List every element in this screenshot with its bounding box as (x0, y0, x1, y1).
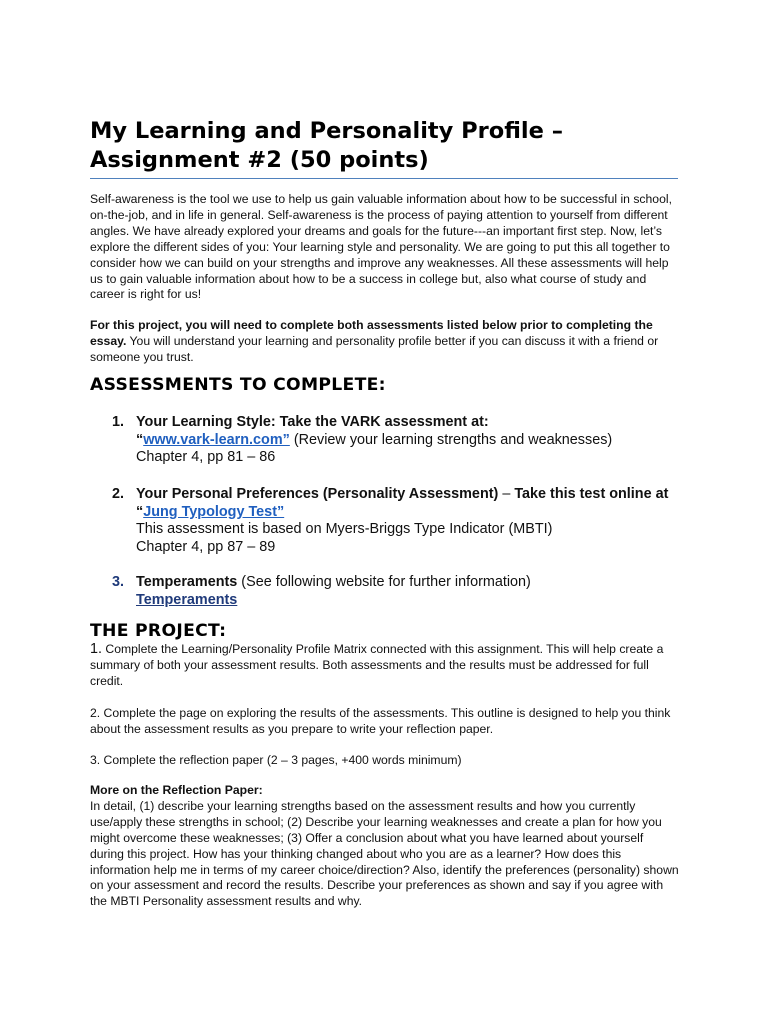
project-item-number: 3. (90, 753, 101, 767)
assessment-chapter: Chapter 4, pp 81 – 86 (136, 449, 276, 466)
reflection-section (90, 783, 680, 910)
title-dash: – (498, 486, 515, 502)
reflection-heading: More on the Reflection Paper: (90, 783, 263, 797)
assessment-title-tail: Take this test online at “ (136, 486, 669, 520)
assessment-description: This assessment is based on Myers-Briggs Type Indicator (MBTI) (136, 521, 553, 538)
project-item-3 (90, 753, 680, 769)
project-item-1 (90, 642, 680, 690)
project-note (90, 318, 680, 366)
open-quote: “ (136, 431, 144, 448)
assessment-chapter: Chapter 4, pp 87 – 89 (136, 538, 276, 555)
assessment-note: (See following website for further information) (237, 574, 531, 590)
project-item-number: 1. (90, 641, 103, 657)
project-heading: THE PROJECT: (90, 621, 227, 641)
project-note-bold: For this project, you will need to complete both assessments listed below prior to completing the essay. (90, 318, 653, 348)
page-title: My Learning and Personality Profile – Assignment #2 (50 points) (90, 117, 678, 179)
temperaments-link[interactable]: Temperaments (136, 591, 238, 608)
project-item-text: Complete the Learning/Personality Profile Matrix connected with this assignment. This will help create a summary of both your assessment results. Both assessments and the results must be addressed for full credit. (90, 642, 664, 688)
assessment-title: Your Personal Preferences (Personality Assessment) (136, 486, 499, 502)
project-item-text: Complete the page on exploring the results of the assessments. This outline is designed to help you think about the assessment results as you prepare to write your reflection paper. (90, 706, 671, 736)
vark-link[interactable]: www.vark-learn.com” (143, 431, 290, 448)
reflection-text: In detail, (1) describe your learning strengths based on the assessment results and how you currently use/apply these strengths in school; (2) Describe your learning weaknesses and create a plan for how you might overcome these weaknesses; (3) Offer a conclusion about what you have learned about yourself during this project. How has your thinking changed about who you are as a learner? How does this information help me in terms of my career choice/direction? Also, identify the preferences (personality) shown on your assessment and record the results. Describe your preferences as shown and say if you agree with the MBTI Personality assessment results and why. (90, 798, 679, 909)
jung-typology-link[interactable]: Jung Typology Test” (143, 503, 285, 520)
assessment-title: Your Learning Style: Take the VARK assessment at: (136, 414, 489, 430)
project-item-text: Complete the reflection paper (2 – 3 pages, +400 words minimum) (100, 753, 462, 767)
assessment-number: 1. (112, 414, 125, 430)
assessment-number: 2. (112, 486, 125, 502)
assessment-note: (Review your learning strengths and weaknesses) (289, 431, 613, 448)
project-item-2 (90, 706, 680, 738)
assessments-heading: ASSESSMENTS TO COMPLETE: (90, 375, 386, 395)
assessment-title: Temperaments (136, 574, 238, 590)
project-item-number: 2. (90, 706, 101, 720)
intro-paragraph: Self-awareness is the tool we use to help us gain valuable information about how to be successful in school, on-the-job, and in life in general. Self-awareness is the process of paying attention to yourself from different angles. We have already explored your dreams and goals for the future---an important first step. Now, let’s explore the different sides of you: Your learning style and personality. We are going to put this all together to consider how we can build on your strengths and improve any weaknesses. All these assessments will help us to gain valuable information about how to be a success in college but, also what course of study and career is right for us! (90, 192, 672, 302)
project-note-rest: You will understand your learning and personality profile better if you can discuss it with a friend or someone you trust. (90, 333, 659, 364)
assessment-number: 3. (112, 574, 125, 590)
